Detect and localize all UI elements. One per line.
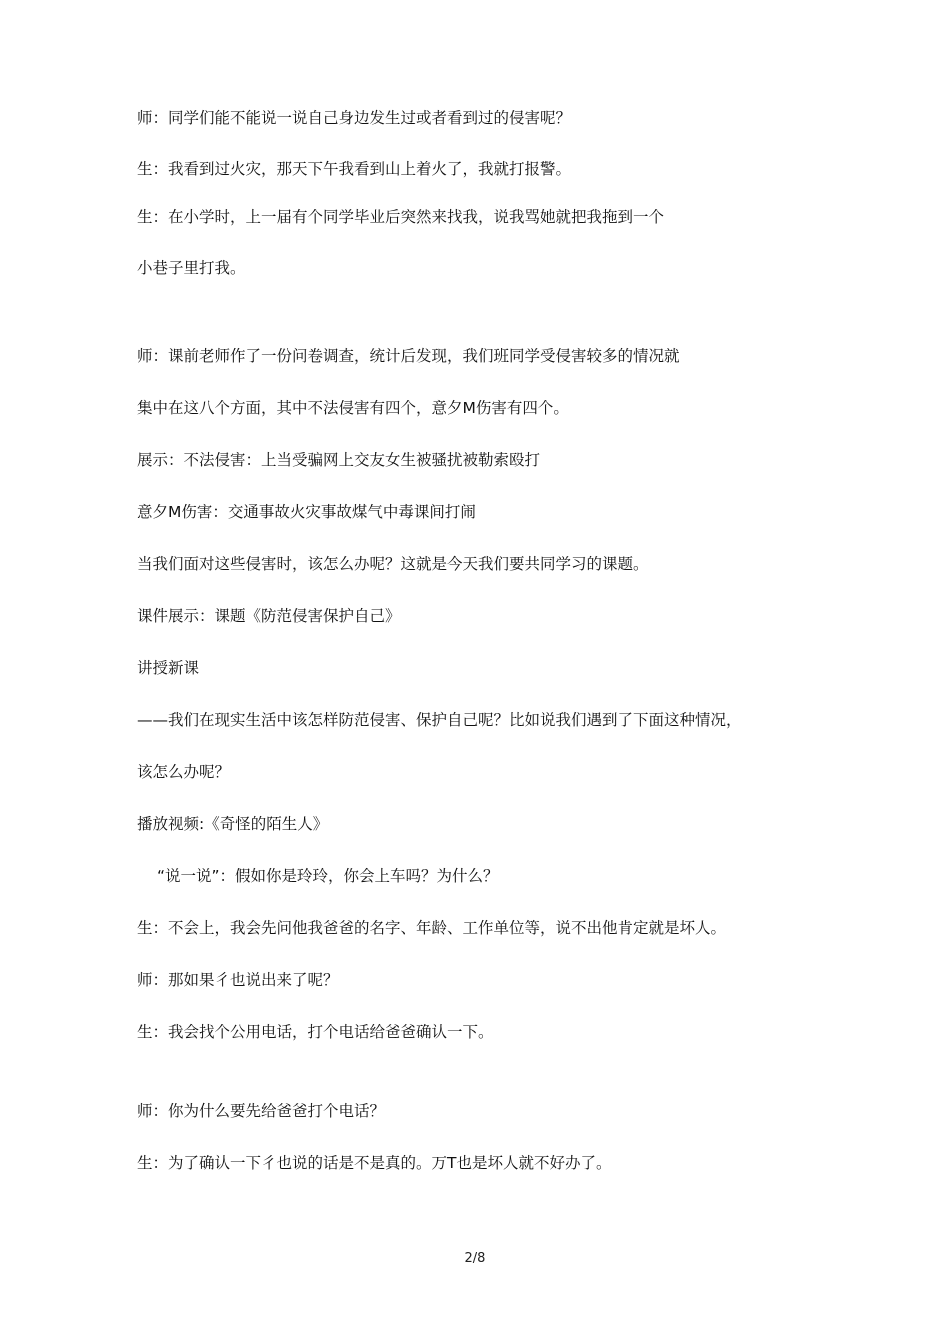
text-line: 生：在小学时，上一届有个同学毕业后突然来找我，说我骂她就把我拖到一个 [137, 208, 665, 226]
text-line: 师：你为什么要先给爸爸打个电话？ [137, 1102, 386, 1120]
text-line: 生：我会找个公用电话，打个电话给爸爸确认一下。 [137, 1023, 494, 1041]
section-heading: 讲授新课 [137, 659, 200, 677]
text-line: 生：为了确认一下彳也说的话是不是真的。万T也是坏人就不好办了。 [137, 1154, 612, 1172]
text-line: 生：不会上，我会先问他我爸爸的名字、年龄、工作单位等，说不出他肯定就是坏人。 [137, 919, 727, 937]
text-line: 该怎么办呢？ [137, 763, 231, 781]
text-line: ——我们在现实生活中该怎样防范侵害、保护自己呢？比如说我们遇到了下面这种情况， [137, 711, 742, 729]
page-number: 2/8 [464, 1251, 486, 1266]
text-line: 展示：不法侵害：上当受骗网上交友女生被骚扰被勒索殴打 [137, 451, 541, 469]
text-line: 意夕M伤害：交通事故火灾事故煤气中毒课间打闹 [137, 503, 476, 521]
text-line: 播放视频:《奇怪的陌生人》 [137, 815, 329, 833]
text-line: 集中在这八个方面，其中不法侵害有四个，意夕M伤害有四个。 [137, 399, 569, 417]
text-line: 师：那如果彳也说出来了呢？ [137, 971, 339, 989]
text-line: 生：我看到过火灾，那天下午我看到山上着火了，我就打报警。 [137, 160, 572, 178]
text-line: 小巷子里打我。 [137, 259, 246, 277]
text-line: 师：课前老师作了一份问卷调查，统计后发现，我们班同学受侵害较多的情况就 [137, 347, 680, 365]
text-line: 当我们面对这些侵害时，该怎么办呢？这就是今天我们要共同学习的课题。 [137, 555, 649, 573]
text-line: 课件展示：课题《防范侵害保护自己》 [137, 607, 401, 625]
text-line: “说一说”：假如你是玲玲，你会上车吗？为什么？ [157, 867, 499, 885]
text-line: 师：同学们能不能说一说自己身边发生过或者看到过的侵害呢？ [137, 109, 572, 127]
